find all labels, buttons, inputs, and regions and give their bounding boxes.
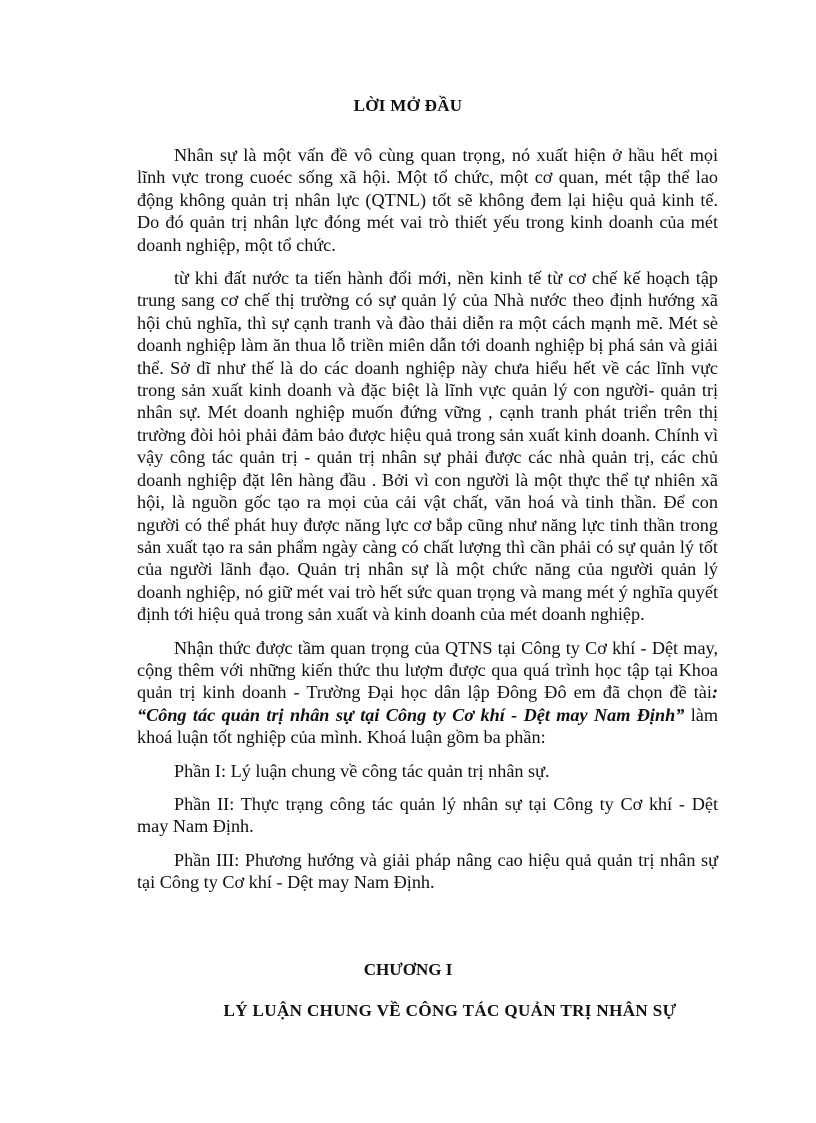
paragraph-intro: Nhân sự là một vấn đề vô cùng quan trọng, nó xuất hiện ở hầu hết mọi lĩnh vực trong cuoéc sống xã hội. Một tổ chức, một cơ quan, mét tập thể lao động không quản trị nhân lực (QTNL) tốt sẽ không đem lại hiệu quả kinh tế. Do đó quản trị nhân lực đóng mét vai trò thiết yếu trong kinh doanh của mét doanh nghiệp, một tổ chức. <box>137 145 718 255</box>
paragraph-context: từ khi đất nước ta tiến hành đổi mới, nền kinh tế từ cơ chế kế hoạch tập trung sang cơ chế thị trường có sự quản lý của Nhà nước theo định hướng xã hội chủ nghĩa, thì sự cạnh tranh và đào thải diễn ra một cách mạnh mẽ. Mét sè doanh nghiệp làm ăn thua lỗ triền miên dẫn tới doanh nghiệp bị phá sản và giải thể. Sở dĩ như thế là do các doanh nghiệp này chưa hiểu hết về các lĩnh vực trong sản xuất kinh doanh và đặc biệt là lĩnh vực quản lý con người- quản trị nhân sự. Mét doanh nghiệp muốn đứng vững , cạnh tranh phát triển trên thị trường đòi hỏi phải đảm bảo được hiệu quả trong sản xuất kinh doanh. Chính vì vậy công tác quản trị - quản trị nhân sự phải được các nhà quản trị, các chủ doanh nghiệp đặt lên hàng đầu . Bởi vì con người là một thực thể tự nhiên xã hội, là nguồn gốc tạo ra mọi của cải vật chất, văn hoá và tinh thần. Để con người có thể phát huy được năng lực cơ bắp cũng như năng lực tinh thần trong sản xuất tạo ra sản phẩm ngày càng có chất lượng thì cần phải có sự quản lý tốt của người lãnh đạo. Quản trị nhân sự là một chức năng của người quản lý doanh nghiệp, nó giữ mét vai trò hết sức quan trọng và mang mét ý nghĩa quyết định tới hiệu quả trong sản xuất và kinh doanh của mét doanh nghiệp. <box>137 268 718 625</box>
paragraph-topic-tail: làm khoá luận tốt nghiệp của mình. Khoá luận gồm ba phần: <box>137 704 718 748</box>
part-two: Phần II: Thực trạng công tác quản lý nhân sự tại Công ty Cơ khí - Dệt may Nam Định. <box>137 793 718 837</box>
chapter-title: LÝ LUẬN CHUNG VỀ CÔNG TÁC QUẢN TRỊ NHÂN SỰ <box>223 1001 677 1020</box>
page-title: LỜI MỞ ĐẦU <box>353 96 463 115</box>
thesis-topic: : “Công tác quản trị nhân sự tại Công ty Cơ khí - Dệt may Nam Định” <box>137 682 718 725</box>
document-body <box>137 144 718 905</box>
paragraph-topic-lead: Nhận thức được tầm quan trọng của QTNS tại Công ty Cơ khí - Dệt may, cộng thêm với những kiến thức thu lượm được qua quá trình học tập tại Khoa quản trị kinh doanh - Trường Đại học dân lập Đông Đô em đã chọn đề tài <box>137 637 718 703</box>
chapter-label: CHƯƠNG I <box>363 960 453 979</box>
part-one: Phần I: Lý luận chung về công tác quản trị nhân sự. <box>174 760 550 781</box>
paragraph-topic <box>137 637 718 749</box>
part-three: Phần III: Phương hướng và giải pháp nâng cao hiệu quả quản trị nhân sự tại Công ty Cơ khí - Dệt may Nam Định. <box>137 849 718 893</box>
